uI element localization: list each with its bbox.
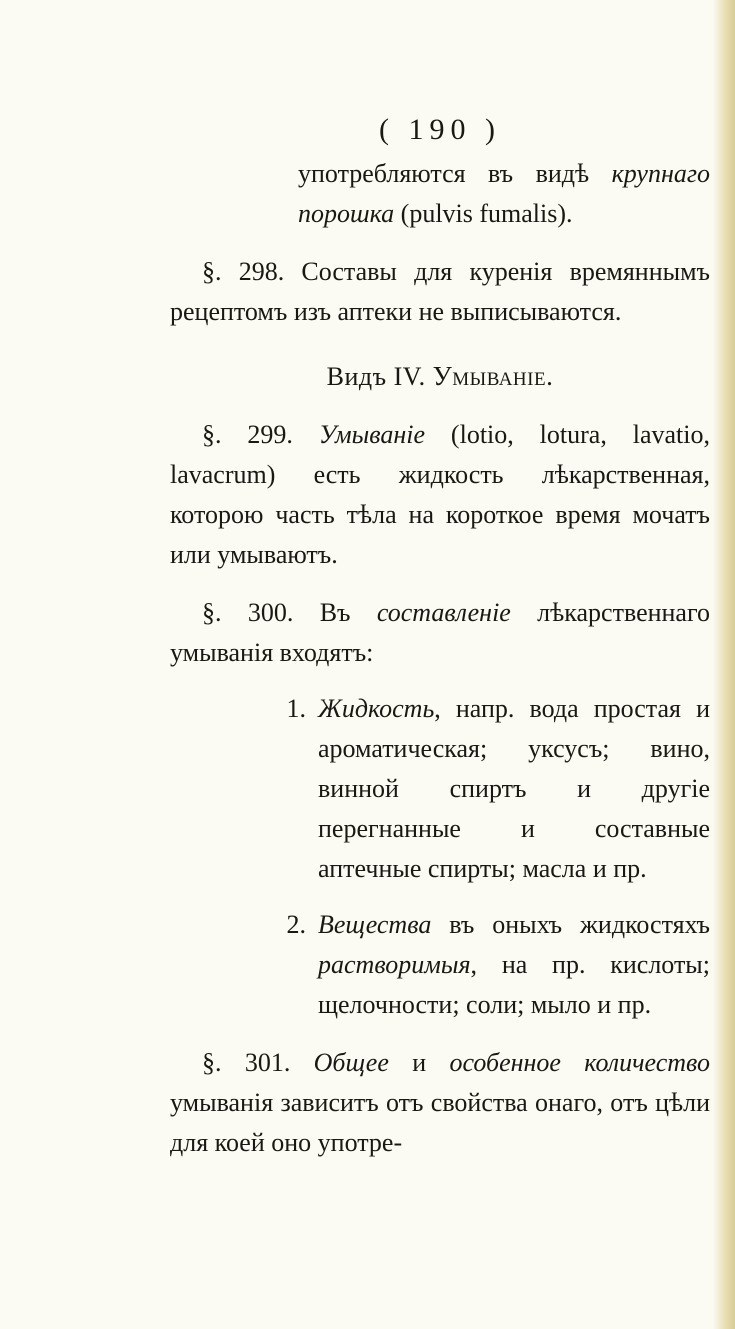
paragraph-300: §. 300. Въ составленіе лѣкарственнаго умыванія входятъ:: [170, 598, 710, 667]
paragraph-298: §. 298. Составы для куренія времяннымъ рецептомъ изъ аптеки не выписываются.: [170, 257, 710, 326]
book-page: [170, 110, 710, 1163]
section-heading: Видъ IV. Умываніе.: [326, 361, 554, 391]
page-gutter-shadow: [713, 0, 735, 1329]
paragraph-299: §. 299. Умываніе (lotio, lotura, lavatio, lavacrum) есть жидкость лѣкарственная, которою часть тѣла на короткое время мочатъ или умываютъ.: [170, 420, 710, 569]
paragraph-301: §. 301. Общее и особенное количество умыванія зависитъ отъ свойства онаго, отъ цѣли для коей оно употре-: [170, 1048, 711, 1157]
list-item: 2. Вещества въ оныхъ жидкостяхъ растворимыя, на пр. кислоты; щелочности; соли; мыло и пр.: [286, 910, 710, 1019]
page-number: ( 190 ): [379, 113, 501, 146]
list-item: 1. Жидкость, напр. вода простая и ароматическая; уксусъ; вино, винной спиртъ и другіе перегнанные и составные аптечные спирты; масла и пр.: [286, 694, 710, 883]
continuation-text: употребляются въ видѣ крупнаго порошка (pulvis fumalis).: [298, 159, 710, 228]
